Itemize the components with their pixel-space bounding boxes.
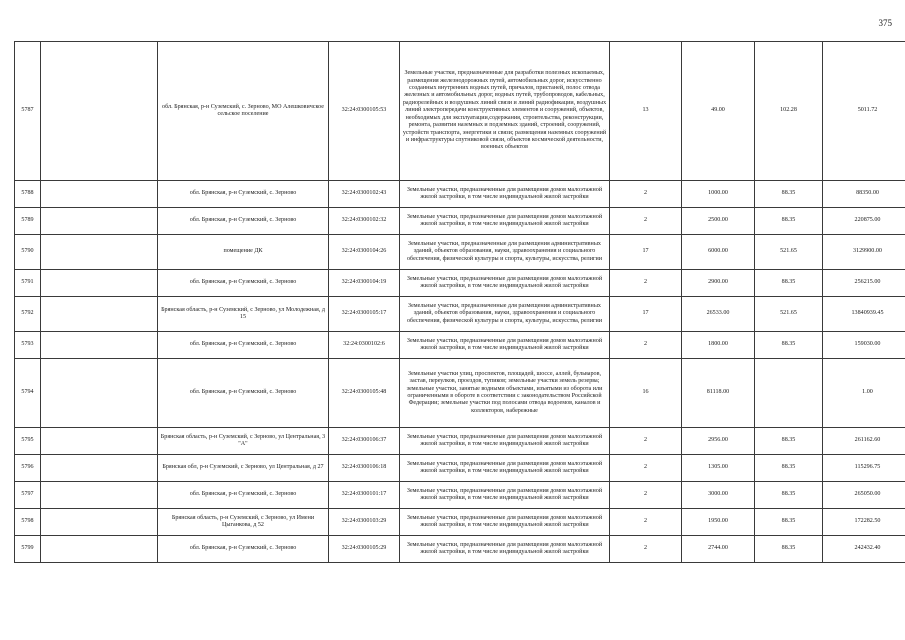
table-row [15, 359, 905, 428]
page-number: 375 [878, 18, 892, 28]
cadastral-value-cell: 13840939.45 [823, 297, 905, 332]
blank-cell [41, 455, 158, 482]
land-use-purpose-cell: Земельные участки, предназначенные для размещения домов малоэтажной жилой застройки, в том числе индивидуальной жилой застройки [400, 509, 610, 536]
land-use-purpose-cell: Земельные участки, предназначенные для размещения административных зданий, объектов образования, науки, здравоохранения и социального обеспечения, физической культуры и спорта, культуры, искусства, религии [400, 235, 610, 270]
use-type-code-cell: 17 [610, 235, 682, 270]
specific-value-cell: 88.35 [755, 482, 823, 509]
cadastral-value-cell: 242432.40 [823, 536, 905, 563]
record-number: 5799 [15, 536, 41, 563]
use-type-code-cell: 2 [610, 181, 682, 208]
table-row [15, 42, 905, 181]
address-cell: обл. Брянская, р-н Суземский, с. Зерново [158, 208, 329, 235]
address-cell: обл. Брянская, р-н Суземский, с. Зерново [158, 482, 329, 509]
land-use-purpose-cell: Земельные участки, предназначенные для размещения домов малоэтажной жилой застройки, в том числе индивидуальной жилой застройки [400, 270, 610, 297]
address-cell: Брянская область, р-н Суземский, с Зерново, ул Молодежная, д 15 [158, 297, 329, 332]
specific-value-cell: 88.35 [755, 332, 823, 359]
record-number: 5797 [15, 482, 41, 509]
cadastral-number-cell: 32:24:0300106:37 [329, 428, 400, 455]
record-number: 5787 [15, 42, 41, 181]
cadastral-number-cell: 32:24:0300104:19 [329, 270, 400, 297]
blank-cell [41, 42, 158, 181]
address-cell: обл. Брянская, р-н Суземский, с. Зерново [158, 359, 329, 428]
specific-value-cell: 521.65 [755, 235, 823, 270]
record-number: 5794 [15, 359, 41, 428]
address-cell: Брянская область, р-н Суземский, с Зерново, ул Имени Цыганкова, д 52 [158, 509, 329, 536]
area-cell: 2744.00 [682, 536, 755, 563]
address-cell: обл. Брянская, р-н Суземский, с. Зерново, МО Алешковичское сельское поселение [158, 42, 329, 181]
blank-cell [41, 235, 158, 270]
specific-value-cell: 88.35 [755, 428, 823, 455]
table-row [15, 455, 905, 482]
cadastral-number-cell: 32:24:0300105:29 [329, 536, 400, 563]
table-row [15, 482, 905, 509]
cadastral-number-cell: 32:24:0300102:32 [329, 208, 400, 235]
cadastral-value-cell: 3129900.00 [823, 235, 905, 270]
cadastral-value-cell: 1.00 [823, 359, 905, 428]
record-number: 5788 [15, 181, 41, 208]
record-number: 5792 [15, 297, 41, 332]
table-row [15, 509, 905, 536]
blank-cell [41, 332, 158, 359]
area-cell: 26533.00 [682, 297, 755, 332]
land-use-purpose-cell: Земельные участки, предназначенные для размещения домов малоэтажной жилой застройки, в том числе индивидуальной жилой застройки [400, 181, 610, 208]
area-cell: 1800.00 [682, 332, 755, 359]
area-cell: 2500.00 [682, 208, 755, 235]
table-body [15, 42, 905, 563]
area-cell: 1000.00 [682, 181, 755, 208]
cadastral-number-cell: 32:24:0300102:6 [329, 332, 400, 359]
table-row [15, 208, 905, 235]
land-use-purpose-cell: Земельные участки, предназначенные для разработки полезных ископаемых, размещения железнодорожных путей, автомобильных дорог, искусственно созданных внутренних водных путей, причалов, пристаней, полос отвода железных и автомобильных дорог, водных путей, трубопроводов, кабельных, радиорелейных и воздушных линий связи и линий радиофикации, воздушных линий электропередачи конструктивных элементов и сооружений, объектов, необходимых для эксплуатации,содержания, строительства, реконструкции, ремонта, развития наземных и подземных зданий, строений, сооружений, устройств транспорта, энергетики и связи; размещения наземных сооружений и инфраструктуры спутниковой связи, объектов космической деятельности, военных объектов [400, 42, 610, 181]
address-cell: обл. Брянская, р-н Суземский, с. Зерново [158, 181, 329, 208]
table-row [15, 297, 905, 332]
land-use-purpose-cell: Земельные участки, предназначенные для размещения домов малоэтажной жилой застройки, в том числе индивидуальной жилой застройки [400, 208, 610, 235]
area-cell: 49.00 [682, 42, 755, 181]
land-use-purpose-cell: Земельные участки, предназначенные для размещения домов малоэтажной жилой застройки, в том числе индивидуальной жилой застройки [400, 482, 610, 509]
cadastral-number-cell: 32:24:0300101:17 [329, 482, 400, 509]
specific-value-cell: 88.35 [755, 270, 823, 297]
cadastral-value-cell: 265050.00 [823, 482, 905, 509]
blank-cell [41, 428, 158, 455]
cadastral-value-cell: 159030.00 [823, 332, 905, 359]
use-type-code-cell: 2 [610, 270, 682, 297]
specific-value-cell: 88.35 [755, 509, 823, 536]
record-number: 5798 [15, 509, 41, 536]
record-number: 5796 [15, 455, 41, 482]
use-type-code-cell: 13 [610, 42, 682, 181]
area-cell: 2900.00 [682, 270, 755, 297]
blank-cell [41, 509, 158, 536]
land-use-purpose-cell: Земельные участки, предназначенные для размещения домов малоэтажной жилой застройки, в том числе индивидуальной жилой застройки [400, 428, 610, 455]
land-use-purpose-cell: Земельные участки улиц, проспектов, площадей, шоссе, аллей, бульваров, застав, переулков, проездов, тупиков; земельные участки земель резерва; земельные участки, занятые водными объектами, изъятыми из оборота или ограниченными в обороте в соответствии с законодательством Российской Федерации; земельные участки под полосами отвода водоемов, каналов и коллекторов, набережные [400, 359, 610, 428]
specific-value-cell [755, 359, 823, 428]
specific-value-cell: 88.35 [755, 455, 823, 482]
address-cell: Брянская область, р-н Суземский, с Зерново, ул Центральная, 3 "А" [158, 428, 329, 455]
blank-cell [41, 359, 158, 428]
land-use-purpose-cell: Земельные участки, предназначенные для размещения домов малоэтажной жилой застройки, в том числе индивидуальной жилой застройки [400, 536, 610, 563]
specific-value-cell: 88.35 [755, 536, 823, 563]
area-cell: 6000.00 [682, 235, 755, 270]
specific-value-cell: 88.35 [755, 208, 823, 235]
address-cell: обл. Брянская, р-н Суземский, с. Зерново [158, 332, 329, 359]
land-use-purpose-cell: Земельные участки, предназначенные для размещения административных зданий, объектов образования, науки, здравоохранения и социального обеспечения, физической культуры и спорта, культуры, искусства, религии [400, 297, 610, 332]
use-type-code-cell: 17 [610, 297, 682, 332]
use-type-code-cell: 2 [610, 482, 682, 509]
cadastral-value-cell: 256215.00 [823, 270, 905, 297]
cadastral-value-cell: 115296.75 [823, 455, 905, 482]
cadastral-value-cell: 220875.00 [823, 208, 905, 235]
blank-cell [41, 270, 158, 297]
table-row [15, 536, 905, 563]
area-cell: 2956.00 [682, 428, 755, 455]
cadastral-value-cell: 88350.00 [823, 181, 905, 208]
table-row [15, 270, 905, 297]
table-row [15, 332, 905, 359]
address-cell: обл. Брянская, р-н Суземский, с. Зерново [158, 536, 329, 563]
use-type-code-cell: 2 [610, 536, 682, 563]
area-cell: 1305.00 [682, 455, 755, 482]
specific-value-cell: 102.28 [755, 42, 823, 181]
use-type-code-cell: 2 [610, 332, 682, 359]
specific-value-cell: 521.65 [755, 297, 823, 332]
record-number: 5790 [15, 235, 41, 270]
record-number: 5791 [15, 270, 41, 297]
land-use-purpose-cell: Земельные участки, предназначенные для размещения домов малоэтажной жилой застройки, в том числе индивидуальной жилой застройки [400, 332, 610, 359]
table-row [15, 428, 905, 455]
use-type-code-cell: 2 [610, 208, 682, 235]
address-cell: обл. Брянская, р-н Суземский, с. Зерново [158, 270, 329, 297]
cadastral-number-cell: 32:24:0300105:53 [329, 42, 400, 181]
area-cell: 3000.00 [682, 482, 755, 509]
cadastral-number-cell: 32:24:0300102:43 [329, 181, 400, 208]
record-number: 5793 [15, 332, 41, 359]
cadastral-number-cell: 32:24:0300106:18 [329, 455, 400, 482]
use-type-code-cell: 2 [610, 428, 682, 455]
cadastral-value-cell: 172282.50 [823, 509, 905, 536]
blank-cell [41, 181, 158, 208]
table-row [15, 235, 905, 270]
record-number: 5795 [15, 428, 41, 455]
land-registry-table [14, 41, 905, 563]
cadastral-number-cell: 32:24:0300105:17 [329, 297, 400, 332]
use-type-code-cell: 16 [610, 359, 682, 428]
blank-cell [41, 208, 158, 235]
area-cell: 1950.00 [682, 509, 755, 536]
cadastral-number-cell: 32:24:0300105:48 [329, 359, 400, 428]
blank-cell [41, 482, 158, 509]
address-cell: Брянская обл, р-н Суземский, с Зерново, ул Центральная, д 27 [158, 455, 329, 482]
cadastral-value-cell: 261162.60 [823, 428, 905, 455]
blank-cell [41, 297, 158, 332]
table-row [15, 181, 905, 208]
address-cell: помещение ДК [158, 235, 329, 270]
specific-value-cell: 88.35 [755, 181, 823, 208]
blank-cell [41, 536, 158, 563]
record-number: 5789 [15, 208, 41, 235]
land-use-purpose-cell: Земельные участки, предназначенные для размещения домов малоэтажной жилой застройки, в том числе индивидуальной жилой застройки [400, 455, 610, 482]
use-type-code-cell: 2 [610, 509, 682, 536]
cadastral-value-cell: 5011.72 [823, 42, 905, 181]
cadastral-number-cell: 32:24:0300103:29 [329, 509, 400, 536]
area-cell: 81118.00 [682, 359, 755, 428]
use-type-code-cell: 2 [610, 455, 682, 482]
cadastral-number-cell: 32:24:0300104:26 [329, 235, 400, 270]
